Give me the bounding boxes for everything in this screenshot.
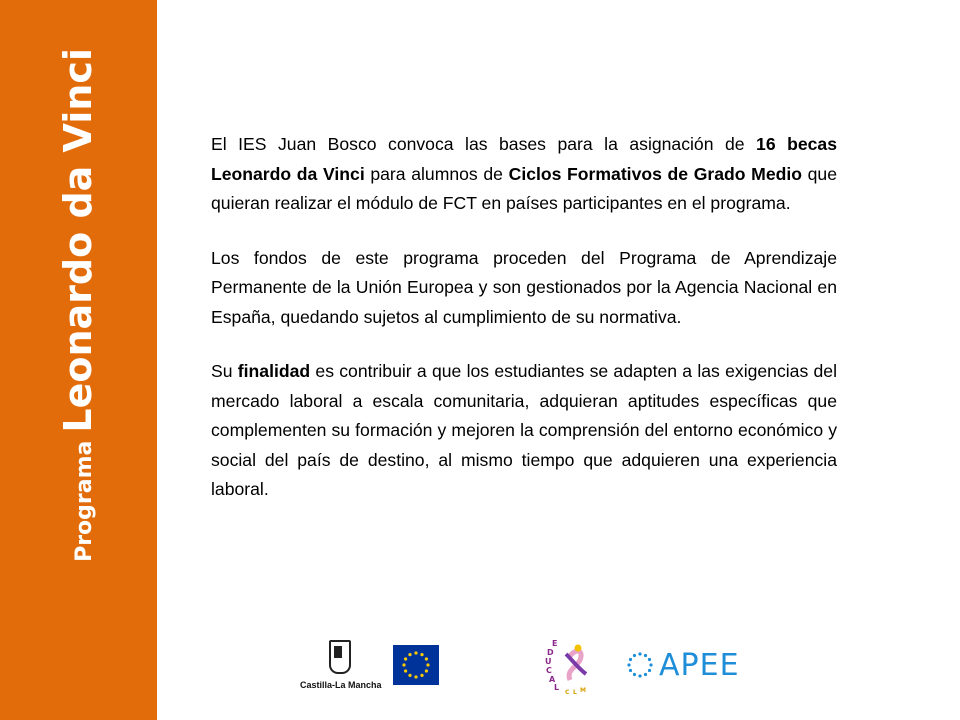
svg-text:U: U (545, 657, 552, 666)
svg-text:M: M (580, 687, 586, 694)
p3-text-2: es contribuir a que los estudiantes se adapten a las exigencias del mercado laboral a escala comunitaria, adquieran aptitudes específicas que complementen su formación y mejoren la comprensión del entorno económico y social del país de destino, al mismo tiempo que adquieren una experiencia laboral. (211, 361, 837, 499)
svg-text:D: D (547, 648, 554, 657)
sidebar-title (56, 48, 100, 562)
paragraph-2: Los fondos de este programa proceden del Programa de Aprendizaje Permanente de la Unión Europea y son gestionados por la Agencia Nacional en España, quedando sujetos al cumplimiento de su normativa. (211, 247, 837, 327)
svg-text:C: C (546, 666, 552, 675)
eu-flag-icon (393, 645, 439, 685)
p1-text-2: para alumnos de (364, 163, 509, 184)
svg-text:E: E (552, 639, 558, 648)
paragraph-1 (211, 130, 837, 219)
castilla-la-mancha-logo (300, 640, 380, 696)
svg-text:L: L (554, 683, 560, 692)
p3-text-1: Su (211, 361, 238, 381)
clm-label: Castilla-La Mancha (300, 680, 382, 690)
paragraph-3 (211, 357, 837, 505)
p1-bold-2: Ciclos Formativos de Grado Medio (508, 163, 802, 184)
sidebar (0, 0, 157, 720)
p3-bold-1: finalidad (237, 361, 311, 381)
p1-text-3: que quieran realizar el módulo de FCT en países participantes en el programa. (211, 163, 838, 213)
crest-icon (329, 640, 351, 674)
svg-text:L: L (573, 689, 577, 696)
svg-text:C: C (565, 689, 570, 696)
sidebar-title-small: Programa (72, 440, 97, 562)
main-content (211, 130, 837, 530)
educal-icon (540, 634, 602, 696)
apee-logo (625, 648, 765, 682)
p1-text-1: El IES Juan Bosco convoca las bases para la asignación de (211, 134, 757, 154)
logo-bar (0, 630, 960, 700)
svg-text:A: A (549, 675, 556, 684)
apee-text: APEE (659, 647, 740, 683)
apee-stars-icon (625, 650, 655, 680)
sidebar-title-big: Leonardo da Vinci (56, 48, 100, 433)
p1-bold-1: 16 becas Leonardo da Vinci (211, 134, 837, 184)
educal-logo (540, 634, 602, 696)
